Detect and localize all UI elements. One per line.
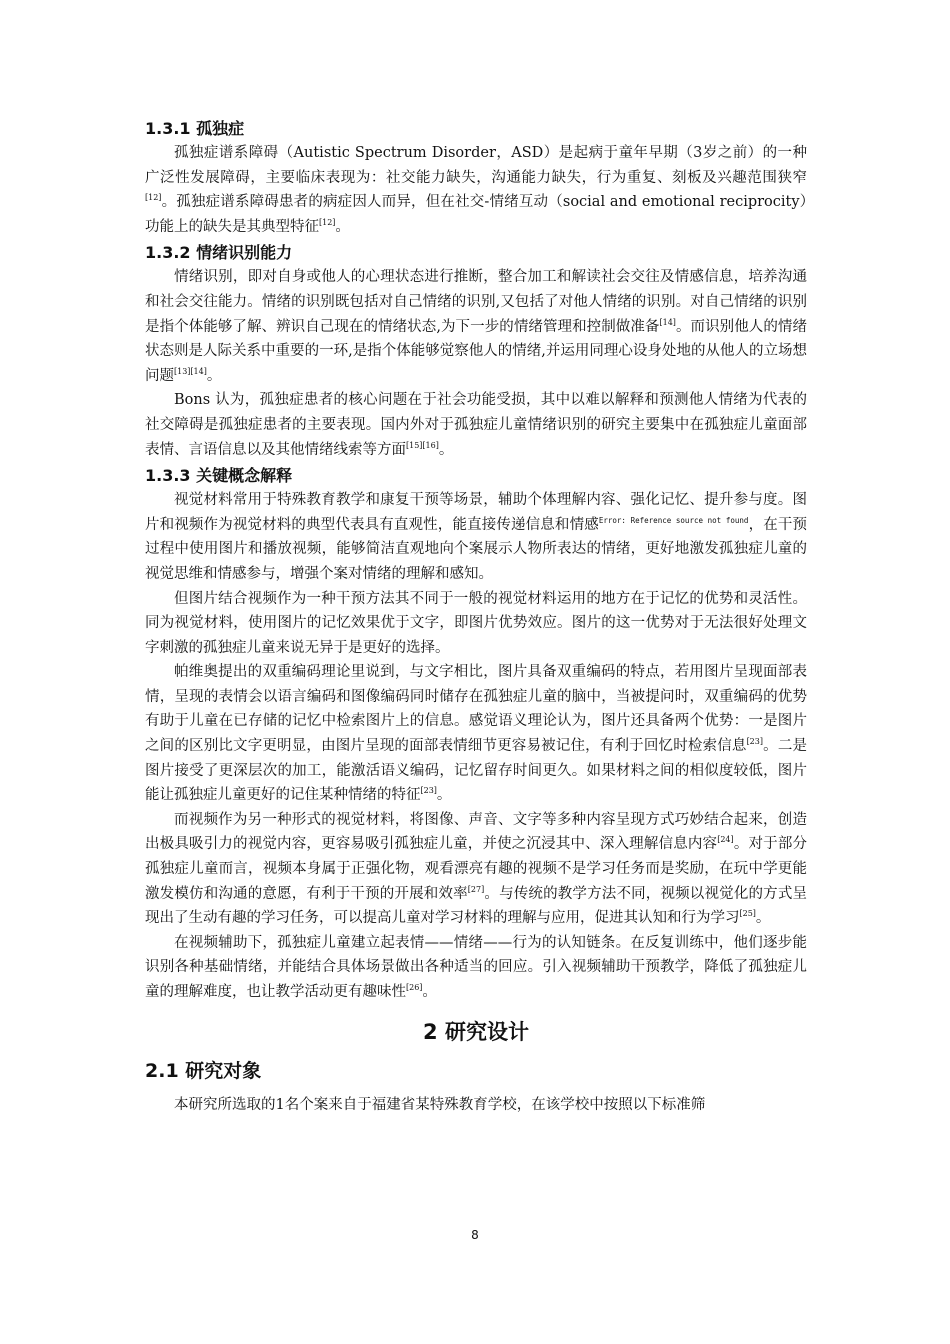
- document-page: [145, 115, 807, 1117]
- citation: [13][14]: [174, 366, 207, 376]
- paragraph: 孤独症谱系障碍（Autistic Spectrum Disorder，ASD）是起病于童年早期（3岁之前）的一种广泛性发展障碍，主要临床表现为：社交能力缺失，沟通能力缺失，行为重复、刻板及兴趣范围狭窄[12]。孤独症谱系障碍患者的病症因人而异，但在社交-情绪互动（social and emotional reciprocity）功能上的缺失是其典型特征[12]。: [145, 145, 807, 235]
- citation: [12]: [145, 193, 162, 203]
- section-heading-1-3-3: 1.3.3 关键概念解释: [145, 466, 293, 486]
- paragraph: 但图片结合视频作为一种干预方法其不同于一般的视觉材料运用的地方在于记忆的优势和灵活性。同为视觉材料，使用图片的记忆效果优于文字，即图片优势效应。图片的这一优势对于无法很好处理文字刺激的孤独症儿童来说无异于是更好的选择。: [145, 590, 807, 656]
- chapter-title: 2 研究设计: [423, 1019, 529, 1044]
- section-heading-1-3-1: 1.3.1 孤独症: [145, 119, 245, 138]
- citation: [26]: [406, 983, 423, 993]
- paragraph: 本研究所选取的1名个案来自于福建省某特殊教育学校，在该学校中按照以下标准筛: [174, 1096, 706, 1113]
- citation: [27]: [467, 884, 485, 894]
- citation: [24]: [717, 835, 734, 845]
- citation: [25]: [739, 909, 756, 919]
- paragraph: Bons 认为，孤独症患者的核心问题在于社会功能受损，其中以难以解释和预测他人情绪为代表的社交障碍是孤独症患者的主要表现。国内外对于孤独症儿童情绪识别的研究主要集中在孤独症儿童面部表情、言语信息以及其他情绪线索等方面[15][16]。: [145, 392, 807, 458]
- citation: [23]: [746, 737, 763, 747]
- citation: [15][16]: [406, 440, 439, 450]
- paragraph: 在视频辅助下，孤独症儿童建立起表情——情绪——行为的认知链条。在反复训练中，他们逐步能识别各种基础情绪，并能结合具体场景做出各种适当的回应。引入视频辅助干预教学，降低了孤独症儿童的理解难度，也让教学活动更有趣味性[26]。: [145, 934, 807, 1000]
- paragraph: 视觉材料常用于特殊教育教学和康复干预等场景，辅助个体理解内容、强化记忆、提升参与度。图片和视频作为视觉材料的典型代表具有直观性，能直接传递信息和情感$^{Error: Reference source not found}$，在干预过程中使用图片和播放视频，能够简洁直观地向个案展示人物所表达的情绪，更好地激发孤独症儿童的视觉思维和情感参与，增强个案对情绪的理解和感知。: [145, 492, 807, 582]
- page-number: 8: [471, 1228, 479, 1242]
- reference-error: Error: Reference source not found: [598, 515, 749, 525]
- citation: [23]: [420, 786, 437, 796]
- citation: [12]: [319, 217, 336, 227]
- section-heading-1-3-2: 1.3.2 情绪识别能力: [145, 243, 293, 263]
- paragraph: 而视频作为另一种形式的视觉材料，将图像、声音、文字等多种内容呈现方式巧妙结合起来，创造出极具吸引力的视觉内容，更容易吸引孤独症儿童，并使之沉浸其中、深入理解信息内容[24]。对于部分孤独症儿童而言，视频本身属于正强化物，观看漂亮有趣的视频不是学习任务而是奖励，在玩中学更能激发模仿和沟通的意愿，有利于干预的开展和效率[27]。与传统的教学方法不同，视频以视觉化的方式呈现出了生动有趣的学习任务，可以提高儿童对学习材料的理解与应用，促进其认知和行为学习[25]。: [145, 811, 808, 927]
- section-heading-2-1: 2.1 研究对象: [145, 1059, 262, 1082]
- paragraph: 帕维奥提出的双重编码理论里说到，与文字相比，图片具备双重编码的特点，若用图片呈现面部表情，呈现的表情会以语言编码和图像编码同时储存在孤独症儿童的脑中，当被提问时，双重编码的优势有助于儿童在已存储的记忆中检索图片上的信息。感觉语义理论认为，图片还具备两个优势：一是图片之间的区别比文字更明显，由图片呈现的面部表情细节更容易被记住，有利于回忆时检索信息[23]。二是图片接受了更深层次的加工，能激活语义编码，记忆留存时间更久。如果材料之间的相似度较低，图片能让孤独症儿童更好的记住某种情绪的特征[23]。: [145, 664, 808, 804]
- citation: [14]: [659, 317, 676, 327]
- paragraph: 情绪识别，即对自身或他人的心理状态进行推断，整合加工和解读社会交往及情感信息，培养沟通和社会交往能力。情绪的识别既包括对自己情绪的识别,又包括了对他人情绪的识别。对自己情绪的识别是指个体能够了解、辨识自己现在的情绪状态,为下一步的情绪管理和控制做准备[14]。而识别他人的情绪状态则是人际关系中重要的一环,是指个体能够觉察他人的情绪,并运用同理心设身处地的从他人的立场想问题[13][14]。: [145, 269, 807, 384]
